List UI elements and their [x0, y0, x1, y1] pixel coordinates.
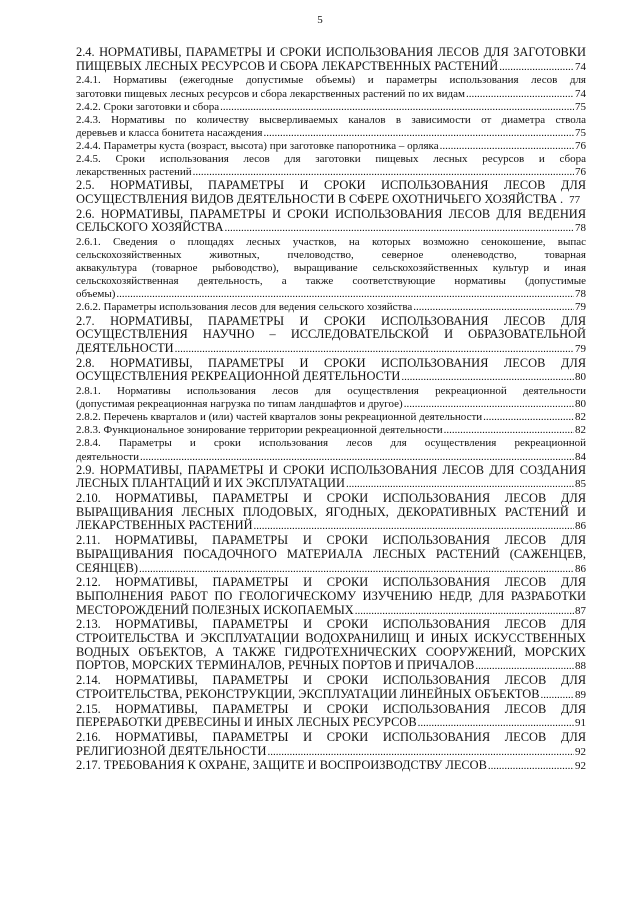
toc-entry-line: СТРОИТЕЛЬСТВА И ЭКСПЛУАТАЦИИ ВОДОХРАНИЛИЩ И ИНЫХ ИСКУССТВЕННЫХ: [76, 631, 586, 646]
toc-entry-line: 2.12. НОРМАТИВЫ, ПАРАМЕТРЫ И СРОКИ ИСПОЛЬЗОВАНИЯ ЛЕСОВ ДЛЯ: [76, 575, 586, 590]
dot-leader: [267, 746, 574, 760]
toc-entry[interactable]: [76, 179, 586, 207]
dot-leader: [483, 411, 574, 424]
toc-entry-line: 2.11. НОРМАТИВЫ, ПАРАМЕТРЫ И СРОКИ ИСПОЛЬЗОВАНИЯ ЛЕСОВ ДЛЯ: [76, 533, 586, 548]
toc-entry[interactable]: [76, 534, 586, 576]
toc-entry-title: ДЕЯТЕЛЬНОСТИ: [76, 340, 174, 355]
toc-page-number: 82: [575, 411, 586, 424]
dot-leader: [440, 140, 574, 153]
toc-entry-title: ПЕРЕРАБОТКИ ДРЕВЕСИНЫ И ИНЫХ ЛЕСНЫХ РЕСУРСОВ: [76, 715, 417, 730]
dot-leader: [224, 222, 574, 236]
toc-entry-line: 2.4.5. Сроки использования лесов для заготовки пищевых лесных ресурсов и сбора: [76, 152, 586, 165]
dot-leader: [475, 660, 574, 674]
dot-leader: [418, 717, 574, 731]
toc-entry-title: объемы): [76, 288, 116, 301]
toc-page-number: 75: [575, 100, 586, 113]
dot-leader: [404, 398, 574, 411]
toc-page-number: 76: [575, 139, 586, 152]
toc-entry[interactable]: [76, 315, 586, 357]
toc-entry-line: 2.9. НОРМАТИВЫ, ПАРАМЕТРЫ И СРОКИ ИСПОЛЬЗОВАНИЯ ЛЕСОВ ДЛЯ СОЗДАНИЯ: [76, 462, 586, 477]
toc-page-number: 88: [575, 660, 586, 673]
toc-entry[interactable]: [76, 424, 586, 437]
toc-entry-title: лекарственных растений: [76, 166, 192, 179]
toc-entry-line: ВЫРАЩИВАНИЯ ПОСАДОЧНОГО МАТЕРИАЛА ЛЕСНЫХ РАСТЕНИЙ (САЖЕНЦЕВ,: [76, 546, 586, 561]
toc-page-number: 92: [575, 745, 586, 758]
dot-leader: [444, 424, 574, 437]
toc-entry[interactable]: [76, 464, 586, 492]
toc-entry-line: 2.8.4. Параметры и сроки использования лесов для осуществления рекреационной: [76, 437, 586, 450]
toc-entry-title: деятельности: [76, 450, 139, 463]
toc-entry[interactable]: [76, 618, 586, 674]
toc-entry-line: ВОДНЫХ ОБЪЕКТОВ, А ТАКЖЕ ГИДРОТЕХНИЧЕСКИХ СООРУЖЕНИЙ, МОРСКИХ: [76, 644, 586, 659]
toc-entry-title: 2.8.2. Перечень кварталов и (или) частей кварталов зоны рекреационной деятельности: [76, 411, 483, 424]
dot-leader: [264, 127, 575, 140]
toc-entry[interactable]: [76, 492, 586, 534]
dot-leader: [220, 101, 574, 114]
toc-entry[interactable]: [76, 437, 586, 463]
toc-page-number: 84: [575, 450, 586, 463]
toc-entry-title: СТРОИТЕЛЬСТВА, РЕКОНСТРУКЦИИ, ЭКСПЛУАТАЦИИ ЛИНЕЙНЫХ ОБЪЕКТОВ: [76, 686, 540, 701]
toc-entry-title: СЕЛЬСКОГО ХОЗЯЙСТВА: [76, 220, 224, 235]
toc-page-number: 82: [575, 424, 586, 437]
toc-entry[interactable]: [76, 153, 586, 179]
toc-entry[interactable]: [76, 236, 586, 301]
toc-entry-title: (допустимая рекреационная нагрузка по типам ландшафтов и другое): [76, 398, 403, 411]
toc-entry[interactable]: [76, 357, 586, 385]
dot-leader: [488, 760, 574, 774]
toc-entry-title: СЕЯНЦЕВ): [76, 560, 138, 575]
toc-page-number: 89: [575, 688, 586, 701]
dot-leader: [413, 301, 574, 314]
dot-leader: [139, 563, 574, 577]
toc-entry-title: ЛЕСНЫХ ПЛАНТАЦИЙ И ИХ ЭКСПЛУАТАЦИИ: [76, 476, 345, 491]
toc-page-number: 80: [575, 371, 586, 384]
table-of-contents: [76, 46, 586, 774]
toc-entry[interactable]: [76, 731, 586, 759]
dot-leader: [175, 343, 574, 357]
toc-entry-line: 2.6. НОРМАТИВЫ, ПАРАМЕТРЫ И СРОКИ ИСПОЛЬЗОВАНИЯ ЛЕСОВ ДЛЯ ВЕДЕНИЯ: [76, 206, 586, 221]
toc-entry[interactable]: [76, 385, 586, 411]
toc-entry-line: ОСУЩЕСТВЛЕНИЯ НАУЧНО – ИССЛЕДОВАТЕЛЬСКОЙ И ОБРАЗОВАТЕЛЬНОЙ: [76, 327, 586, 342]
toc-entry[interactable]: [76, 114, 586, 140]
toc-entry-title: МЕСТОРОЖДЕНИЙ ПОЛЕЗНЫХ ИСКОПАЕМЫХ: [76, 602, 354, 617]
toc-page-number: 78: [575, 222, 586, 235]
toc-entry[interactable]: [76, 301, 586, 314]
dot-leader: [346, 478, 574, 492]
toc-entry-line: 2.13. НОРМАТИВЫ, ПАРАМЕТРЫ И СРОКИ ИСПОЛЬЗОВАНИЯ ЛЕСОВ ДЛЯ: [76, 617, 586, 632]
toc-entry-title: ПОРТОВ, МОРСКИХ ТЕРМИНАЛОВ, РЕЧНЫХ ПОРТОВ И ПРИЧАЛОВ: [76, 658, 475, 673]
toc-page-number: 74: [575, 87, 586, 100]
toc-entry-line: 2.7. НОРМАТИВЫ, ПАРАМЕТРЫ И СРОКИ ИСПОЛЬЗОВАНИЯ ЛЕСОВ ДЛЯ: [76, 313, 586, 328]
toc-entry-title: 2.6.2. Параметры использования лесов для ведения сельского хозяйства: [76, 301, 413, 314]
toc-entry-title: ПИЩЕВЫХ ЛЕСНЫХ РЕСУРСОВ И СБОРА ЛЕКАРСТВЕННЫХ РАСТЕНИЙ: [76, 58, 499, 73]
toc-page-number: 79: [575, 342, 586, 355]
dot-leader: [116, 288, 574, 301]
toc-entry[interactable]: [76, 140, 586, 153]
toc-entry[interactable]: [76, 703, 586, 731]
toc-entry[interactable]: [76, 674, 586, 702]
dot-leader: [355, 605, 574, 619]
toc-entry-title: заготовки пищевых лесных ресурсов и сбора лекарственных растений по их видам: [76, 87, 465, 100]
dot-leader: [401, 371, 574, 385]
toc-entry-line: 2.6.1. Сведения о площадях лесных участков, на которых возможно сенокошение, выпас: [76, 235, 586, 248]
toc-entry[interactable]: [76, 411, 586, 424]
toc-entry[interactable]: [76, 46, 586, 74]
toc-page-number: 78: [575, 288, 586, 301]
toc-entry-line: ВЫПОЛНЕНИЯ РАБОТ ПО ГЕОЛОГИЧЕСКОМУ ИЗУЧЕНИЮ НЕДР, ДЛЯ РАЗРАБОТКИ: [76, 588, 586, 603]
toc-entry[interactable]: [76, 759, 586, 774]
toc-page-number: 79: [575, 301, 586, 314]
toc-entry-line: 2.5. НОРМАТИВЫ, ПАРАМЕТРЫ И СРОКИ ИСПОЛЬЗОВАНИЯ ЛЕСОВ ДЛЯ: [76, 178, 586, 193]
dot-leader: [140, 451, 574, 464]
toc-entry-line: сельскохозяйственных животных, пчеловодство, северное оленеводство, товарная: [76, 249, 586, 262]
toc-page-number: 77: [569, 193, 581, 206]
dot-leader: [499, 61, 574, 75]
toc-entry-title: деревьев и класса бонитета насаждения: [76, 126, 263, 139]
toc-page-number: 91: [575, 717, 586, 730]
toc-entry-line: ВЫРАЩИВАНИЯ ЛЕСНЫХ ПЛОДОВЫХ, ЯГОДНЫХ, ДЕКОРАТИВНЫХ РАСТЕНИЙ И: [76, 504, 586, 519]
toc-entry-line: 2.14. НОРМАТИВЫ, ПАРАМЕТРЫ И СРОКИ ИСПОЛЬЗОВАНИЯ ЛЕСОВ ДЛЯ: [76, 673, 586, 688]
toc-entry-line: 2.4. НОРМАТИВЫ, ПАРАМЕТРЫ И СРОКИ ИСПОЛЬЗОВАНИЯ ЛЕСОВ ДЛЯ ЗАГОТОВКИ: [76, 45, 586, 59]
dot-leader: [466, 88, 574, 101]
toc-entry-line: 2.8.1. Нормативы использования лесов для осуществления рекреационной деятельности: [76, 385, 586, 398]
toc-entry-title: ЛЕКАРСТВЕННЫХ РАСТЕНИЙ: [76, 518, 253, 533]
toc-entry-line: 2.15. НОРМАТИВЫ, ПАРАМЕТРЫ И СРОКИ ИСПОЛЬЗОВАНИЯ ЛЕСОВ ДЛЯ: [76, 701, 586, 716]
toc-page-number: 85: [575, 478, 586, 491]
toc-entry-line: 2.16. НОРМАТИВЫ, ПАРАМЕТРЫ И СРОКИ ИСПОЛЬЗОВАНИЯ ЛЕСОВ ДЛЯ: [76, 729, 586, 744]
toc-page-number: 75: [575, 126, 586, 139]
toc-entry-line: сельскохозяйственная деятельность, а также соответствующие нормативы (допустимые: [76, 275, 586, 288]
toc-page-number: 86: [575, 520, 586, 533]
page-number: 5: [317, 14, 323, 26]
toc-entry-line: 2.8. НОРМАТИВЫ, ПАРАМЕТРЫ И СРОКИ ИСПОЛЬЗОВАНИЯ ЛЕСОВ ДЛЯ: [76, 355, 586, 370]
toc-entry[interactable]: [76, 576, 586, 618]
toc-entry-title: 2.8.3. Функциональное зонирование территории рекреационной деятельности: [76, 424, 443, 437]
toc-entry-line: аквакультура (товарное рыбоводство), выращивание сельскохозяйственных культур и иная: [76, 262, 586, 275]
toc-entry[interactable]: [76, 101, 586, 114]
toc-entry-title: ОСУЩЕСТВЛЕНИЯ ВИДОВ ДЕЯТЕЛЬНОСТИ В СФЕРЕ ОХОТНИЧЬЕГО ХОЗЯЙСТВА .: [76, 191, 564, 206]
toc-page-number: 87: [575, 604, 586, 617]
toc-entry-title: ОСУЩЕСТВЛЕНИЯ РЕКРЕАЦИОННОЙ ДЕЯТЕЛЬНОСТИ: [76, 369, 401, 384]
toc-entry-title: 2.4.4. Параметры куста (возраст, высота) при заготовке папоротника – орляка: [76, 139, 439, 152]
toc-entry-title: 2.4.2. Сроки заготовки и сбора: [76, 100, 220, 113]
toc-page-number: 86: [575, 562, 586, 575]
toc-entry-line: 2.4.3. Нормативы по количеству высверливаемых каналов в зависимости от диаметра ствола: [76, 113, 586, 126]
toc-entry[interactable]: [76, 74, 586, 100]
toc-entry-line: 2.4.1. Нормативы (ежегодные допустимые объемы) и параметры использования лесов для: [76, 74, 586, 87]
toc-entry[interactable]: [76, 208, 586, 236]
toc-page-number: 80: [575, 398, 586, 411]
dot-leader: [540, 689, 574, 703]
toc-entry-line: 2.10. НОРМАТИВЫ, ПАРАМЕТРЫ И СРОКИ ИСПОЛЬЗОВАНИЯ ЛЕСОВ ДЛЯ: [76, 491, 586, 506]
toc-page-number: 74: [575, 60, 586, 73]
toc-page-number: 76: [575, 166, 586, 179]
toc-entry-title: РЕЛИГИОЗНОЙ ДЕЯТЕЛЬНОСТИ: [76, 743, 267, 758]
toc-entry-title: 2.17. ТРЕБОВАНИЯ К ОХРАНЕ, ЗАЩИТЕ И ВОСПРОИЗВОДСТВУ ЛЕСОВ: [76, 758, 487, 773]
dot-leader: [254, 520, 574, 534]
toc-page-number: 92: [575, 760, 586, 773]
